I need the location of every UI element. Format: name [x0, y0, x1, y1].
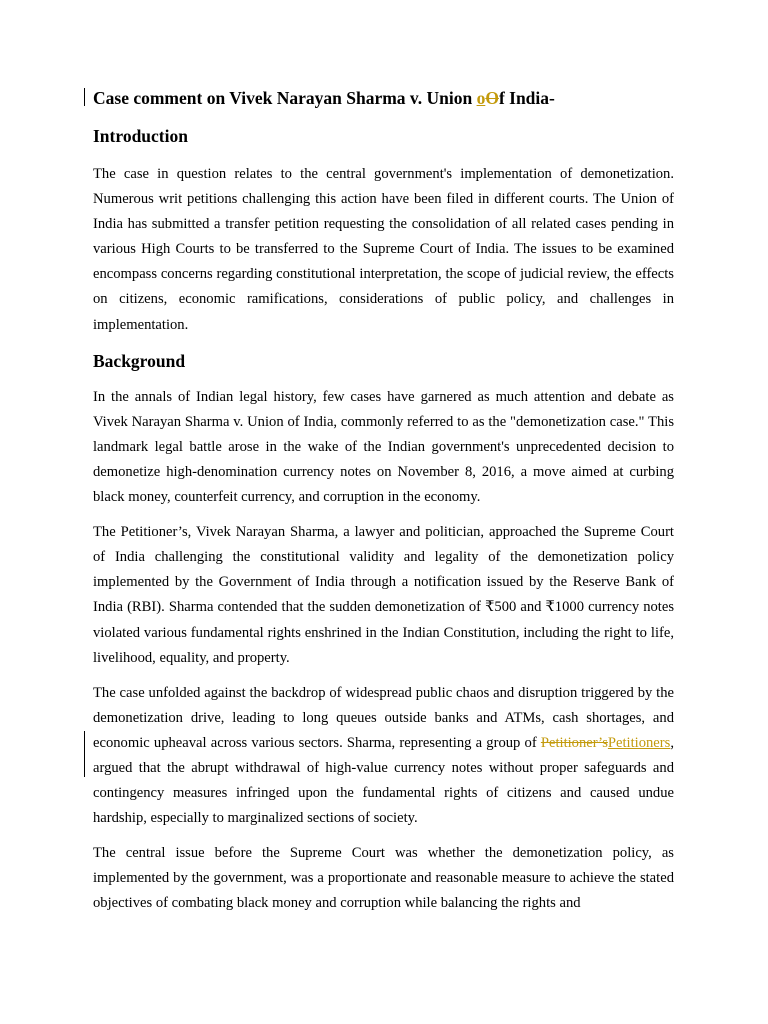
paragraph-text-end: , argued that the abrupt withdrawal of high-value currency notes without proper safeguards and contingency measures infringed upon the fundamental rights of citizens and caused undue hardship, especially to marginalized sections of society. — [93, 734, 674, 827]
heading-introduction: Introduction — [93, 126, 188, 146]
introduction-paragraph: The case in question relates to the central government's implementation of demonetization. Numerous writ petitions challenging this action have been filed in different courts. The Union of India has submitted a transfer petition requesting the consolidation of all related cases pending in various High Courts to be transferred to the Supreme Court of India. The issues to be examined encompass concerns regarding constitutional interpretation, the scope of judicial review, the effects on citizens, economic ramifications, considerations of public policy, and challenges in implementation. — [93, 166, 674, 333]
tracked-deletion-petitioners[interactable]: Petitioner’s — [540, 734, 608, 751]
heading-background: Background — [93, 350, 186, 371]
title-text-end: f India- — [498, 88, 555, 108]
change-bar-paragraph — [84, 731, 85, 777]
background-paragraph-4: The central issue before the Supreme Court was whether the demonetization policy, as implemented by the government, was a proportionate and reasonable measure to achieve the stated objectives of combating black money and corruption while balancing the rights and — [93, 845, 674, 912]
document-title — [93, 84, 674, 112]
background-paragraph-1: In the annals of Indian legal history, few cases have garnered as much attention and debate as Vivek Narayan Sharma v. Union of India, commonly referred to as the "demonetization case." This landmark legal battle arose in the wake of the Indian government's unprecedented decision to demonetize high-denomination currency notes on November 8, 2016, a move aimed at curbing black money, counterfeit currency, and corruption in the economy. — [93, 388, 674, 506]
paragraph-text: The case unfolded against the backdrop of widespread public chaos and disruption triggered by the demonetization drive, leading to long queues outside banks and ATMs, cash shortages, and economic upheaval across various sectors. Sharma, representing a group of — [93, 684, 674, 751]
tracked-deletion[interactable]: O — [485, 88, 499, 108]
tracked-insertion[interactable]: o — [476, 88, 486, 108]
background-paragraph-2: The Petitioner’s, Vivek Narayan Sharma, a lawyer and politician, approached the Supreme Court of India challenging the constitutional validity and legality of the demonetization policy implemented by the Government of India through a notification issued by the Reserve Bank of India (RBI). Sharma contended that the sudden demonetization of ₹500 and ₹1000 currency notes violated various fundamental rights enshrined in the Indian Constitution, including the right to life, livelihood, equality, and property. — [93, 524, 674, 666]
change-bar-title — [84, 88, 85, 106]
background-paragraph-3 — [93, 681, 674, 832]
tracked-insertion-petitioners[interactable]: Petitioners — [607, 734, 671, 751]
title-text: Case comment on Vivek Narayan Sharma v. Union — [93, 88, 477, 108]
document-body[interactable] — [93, 84, 674, 917]
